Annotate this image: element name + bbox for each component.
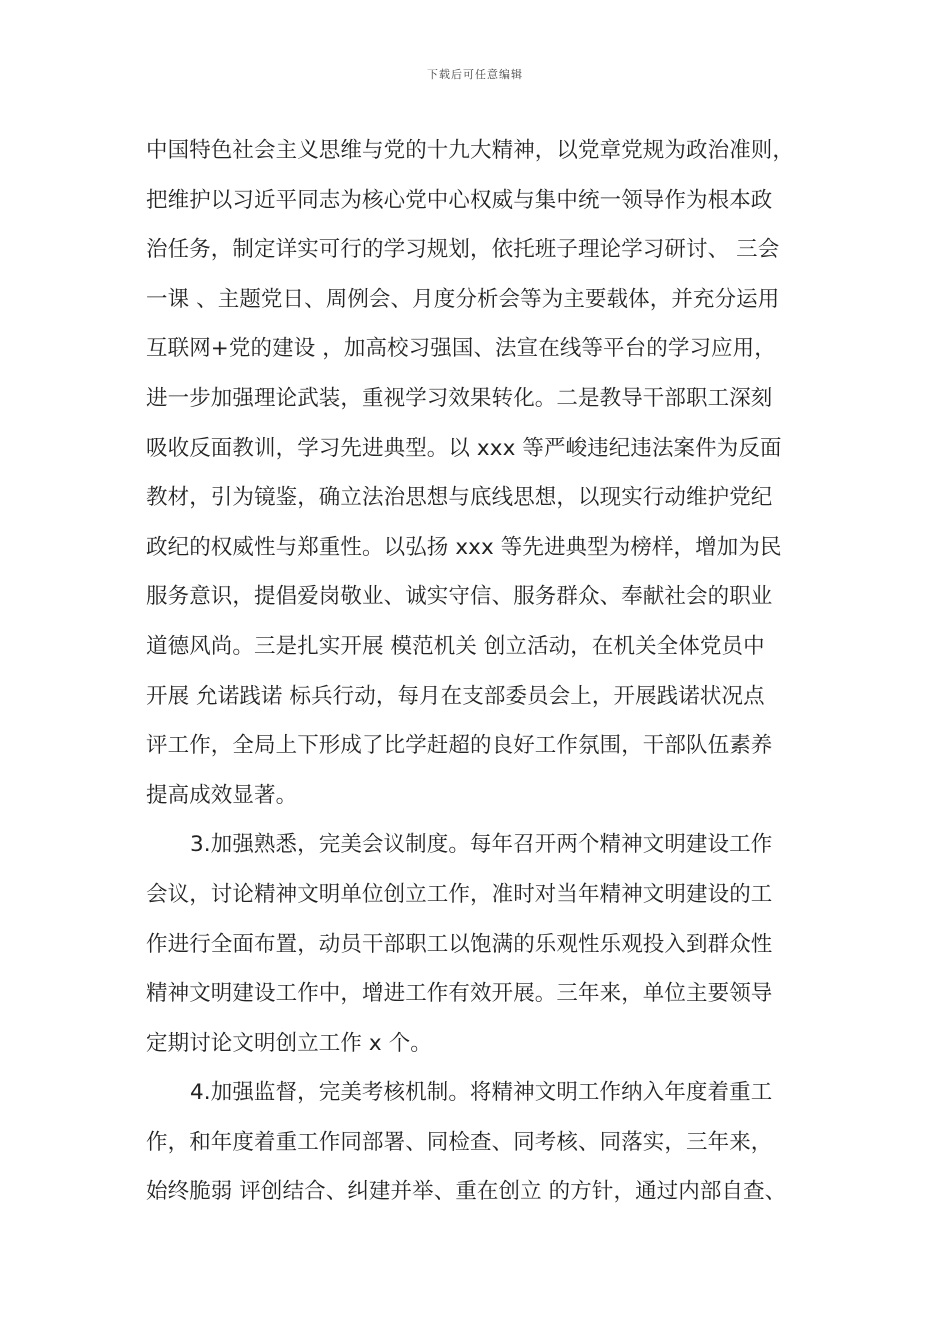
text-line: 作进行全面布置，动员干部职工以饱满的乐观性乐观投入到群众性 — [146, 931, 773, 957]
text-line: 教材，引为镜鉴，确立法治思想与底线思想，以现实行动维护党纪 — [146, 485, 773, 511]
text-line: 吸收反面教训，学习先进典型。以 xxx 等严峻违纪违法案件为反面 — [146, 435, 782, 461]
text-line: 评工作，全局上下形成了比学赶超的良好工作氛围，干部队伍素养 — [146, 733, 773, 759]
text-line: 互联网+党的建设 ，加高校习强国、法宣在线等平台的学习应用， — [146, 336, 776, 362]
text-line: 定期讨论文明创立工作 x 个。 — [146, 1030, 432, 1056]
paragraph-4-start: 4.加强监督，完美考核机制。将精神文明工作纳入年度着重工 — [190, 1080, 773, 1106]
text-line: 会议，讨论精神文明单位创立工作，准时对当年精神文明建设的工 — [146, 881, 773, 907]
text-line: 道德风尚。三是扎实开展 模范机关 创立活动，在机关全体党员中 — [146, 633, 765, 659]
text-line: 提高成效显著。 — [146, 782, 298, 808]
text-line: 治任务，制定详实可行的学习规划，依托班子理论学习研讨、 三会 — [146, 237, 780, 263]
text-line: 一课 、主题党日、周例会、月度分析会等为主要载体，并充分运用 — [146, 286, 780, 312]
text-line: 政纪的权威性与郑重性。以弘扬 xxx 等先进典型为榜样，增加为民 — [146, 534, 782, 560]
text-line: 始终脆弱 评创结合、纠建并举、重在创立 的方针，通过内部自查、 — [146, 1179, 787, 1205]
paragraph-3-start: 3.加强熟悉，完美会议制度。每年召开两个精神文明建设工作 — [190, 832, 773, 858]
document-body — [146, 126, 836, 1217]
text-line: 把维护以习近平同志为核心党中心权威与集中统一领导作为根本政 — [146, 187, 773, 213]
text-line: 精神文明建设工作中，增进工作有效开展。三年来，单位主要领导 — [146, 981, 773, 1007]
text-line: 进一步加强理论武装，重视学习效果转化。二是教导干部职工深刻 — [146, 385, 773, 411]
text-line: 服务意识，提倡爱岗敬业、诚实守信、服务群众、奉献社会的职业 — [146, 584, 773, 610]
page-header: 下载后可任意编辑 — [427, 68, 523, 81]
text-line: 中国特色社会主义思维与党的十九大精神，以党章党规为政治准则， — [146, 138, 795, 163]
text-line: 作，和年度着重工作同部署、同检查、同考核、同落实，三年来， — [146, 1129, 773, 1155]
text-line: 开展 允诺践诺 标兵行动，每月在支部委员会上，开展践诺状况点 — [146, 683, 765, 709]
